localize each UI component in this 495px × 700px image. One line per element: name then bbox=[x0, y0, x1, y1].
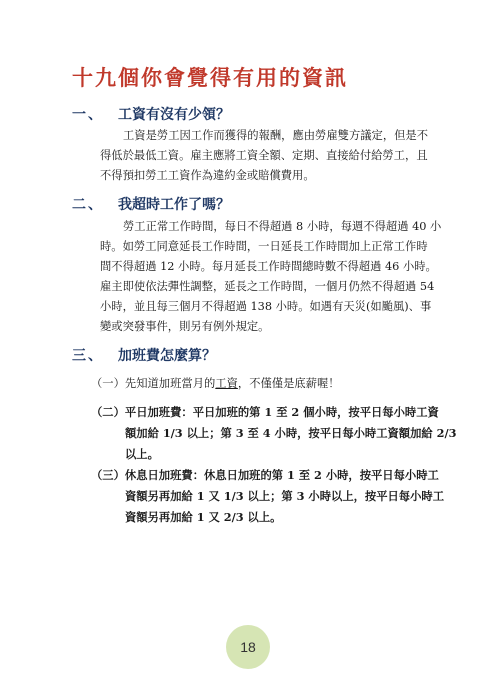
item-marker: （三） bbox=[91, 468, 125, 482]
item-line: 以上。 bbox=[125, 447, 159, 461]
item-line: 資額另再加給 1 又 1/3 以上；第 3 小時以上，按平日每小時工 bbox=[125, 489, 444, 503]
paragraph-line: 時。如勞工同意延長工作時間，一日延長工作時間加上正常工作時 bbox=[100, 240, 428, 253]
section-heading-3 bbox=[72, 345, 216, 365]
paragraph-line: 雇主即使依法彈性調整，延長之工作時間，一個月仍然不得超過 54 bbox=[100, 280, 435, 293]
page-number-badge bbox=[226, 625, 270, 669]
paragraph-line: 勞工正常工作時間，每日不得超過 8 小時，每週不得超過 40 小 bbox=[123, 220, 442, 233]
list-item-2 bbox=[91, 402, 457, 465]
page-number: 18 bbox=[240, 639, 256, 655]
section-heading-2 bbox=[72, 194, 230, 214]
paragraph-line: 變或突發事件，則另有例外規定。 bbox=[100, 320, 270, 333]
item-line: 額加給 1/3 以上；第 3 至 4 小時，按平日每小時工資額加給 2/3 bbox=[125, 426, 457, 440]
section-heading-text: 加班費怎麼算？ bbox=[118, 348, 216, 364]
section-number: 三、 bbox=[72, 348, 104, 364]
item-text: ，不僅僅是底薪喔！ bbox=[237, 377, 340, 390]
list-item-1 bbox=[91, 373, 451, 394]
paragraph-line: 工資是勞工因工作而獲得的報酬，應由勞雇雙方議定，但是不 bbox=[123, 129, 429, 142]
section-heading-1 bbox=[72, 104, 230, 124]
item-marker: （一） bbox=[91, 377, 125, 390]
list-item-3 bbox=[91, 465, 451, 528]
item-marker: （二） bbox=[91, 405, 125, 419]
page-title: 十九個你會覺得有用的資訊 bbox=[72, 65, 348, 90]
section-1-paragraph bbox=[100, 126, 445, 186]
paragraph-line: 小時，並且每三個月不得超過 138 小時。如遇有天災(如颱風)、事 bbox=[100, 300, 432, 313]
item-line: 平日加班費：平日加班的第 1 至 2 個小時，按平日每小時工資 bbox=[124, 405, 439, 419]
item-text: 先知道加班當月的 bbox=[124, 377, 216, 390]
section-heading-text: 工資有沒有少領？ bbox=[118, 107, 230, 123]
paragraph-line: 得低於最低工資。雇主應將工資全額、定期、直接給付給勞工，且 bbox=[100, 149, 428, 162]
section-number: 一、 bbox=[72, 107, 104, 123]
paragraph-line: 間不得超過 12 小時。每月延長工作時間總時數不得超過 46 小時。 bbox=[100, 260, 437, 273]
item-line: 休息日加班費：休息日加班的第 1 至 2 小時，按平日每小時工 bbox=[124, 468, 439, 482]
section-number: 二、 bbox=[72, 197, 104, 213]
section-2-paragraph bbox=[100, 217, 445, 337]
item-underlined-text: 工資 bbox=[215, 377, 238, 390]
paragraph-line: 不得預扣勞工工資作為違約金或賠償費用。 bbox=[100, 169, 315, 182]
item-line: 資額另再加給 1 又 2/3 以上。 bbox=[125, 510, 282, 524]
section-heading-text: 我超時工作了嗎？ bbox=[118, 197, 230, 213]
